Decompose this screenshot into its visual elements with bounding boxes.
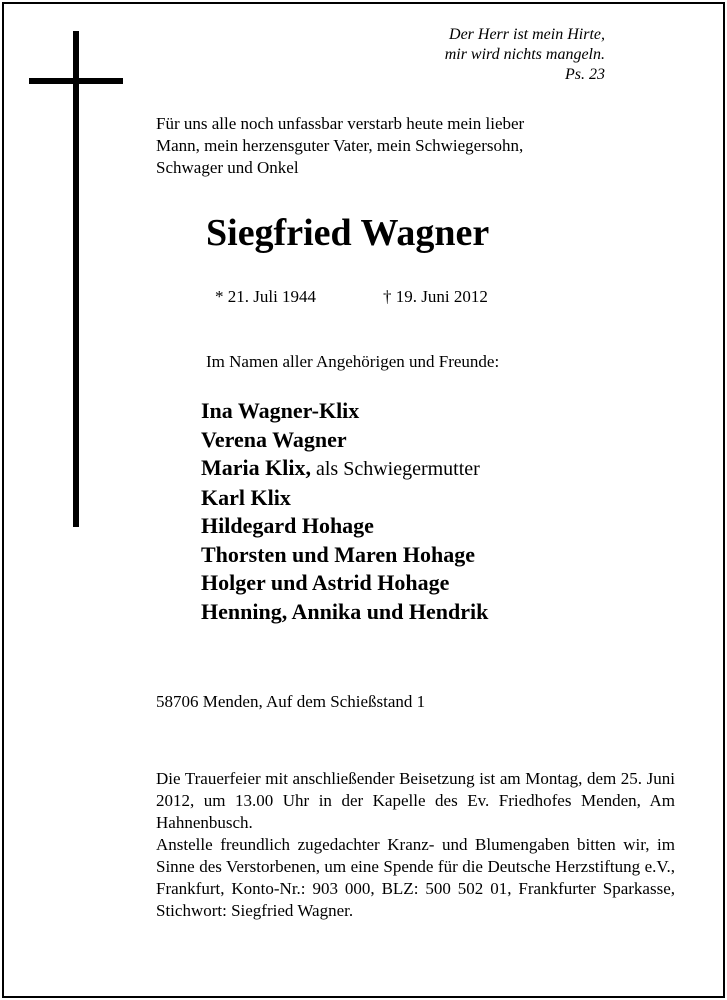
obituary-notice: [2, 2, 725, 998]
mourner-name: Hildegard Hohage: [201, 513, 374, 538]
mourner-role: als Schwiegermutter: [310, 458, 480, 480]
mourners-list: [201, 397, 488, 626]
motto-reference: Ps. 23: [565, 66, 605, 83]
intro-line-3: Schwager und Onkel: [156, 158, 299, 177]
death-date: † 19. Juni 2012: [383, 287, 488, 306]
motto-line-2: mir wird nichts mangeln.: [444, 46, 605, 63]
donation-info: Anstelle freundlich zugedachter Kranz- und Blumengaben bitten wir, im Sinne des Verstorbenen, um eine Spende für die Deutsche Herzstiftung e.V., Frankfurt, Konto-Nr.: 903 000, BLZ: 500 502 01, Frankfurter Sparkasse, Stichwort: Siegfried Wagner.: [156, 835, 675, 920]
mourner-name: Karl Klix: [201, 484, 291, 510]
mourner-row-maria: [201, 454, 488, 484]
cross-icon-bar: [29, 78, 123, 84]
mourner-name: Ina Wagner-Klix: [201, 398, 360, 423]
funeral-info: Die Trauerfeier mit anschließender Beisetzung ist am Montag, dem 25. Juni 2012, um 13.00 Uhr in der Kapelle des Ev. Friedhofes Menden, Am Hahnenbusch.: [156, 769, 675, 832]
mourner-name: Holger und Astrid Hohage: [201, 570, 450, 595]
intro-text: [156, 113, 616, 179]
birth-date: * 21. Juli 1944: [215, 287, 317, 306]
mourner-name: Henning, Annika und Hendrik: [201, 598, 489, 624]
funeral-details: [156, 768, 675, 922]
psalm-motto: [445, 25, 605, 85]
mourner-name: Thorsten und Maren Hohage: [201, 541, 476, 567]
mourner-name: Maria Klix,: [201, 455, 311, 480]
intro-line-1: Für uns alle noch unfassbar verstarb heute mein lieber: [156, 114, 525, 133]
address: 58706 Menden, Auf dem Schießstand 1: [156, 692, 426, 711]
cross-icon: [73, 31, 79, 527]
mourners-intro: Im Namen aller Angehörigen und Freunde:: [206, 352, 500, 371]
mourner-name: Verena Wagner: [201, 426, 347, 452]
motto-line-1: Der Herr ist mein Hirte,: [449, 26, 605, 43]
deceased-name: Siegfried Wagner: [206, 212, 490, 254]
intro-line-2: Mann, mein herzensguter Vater, mein Schwiegersohn,: [156, 136, 524, 155]
